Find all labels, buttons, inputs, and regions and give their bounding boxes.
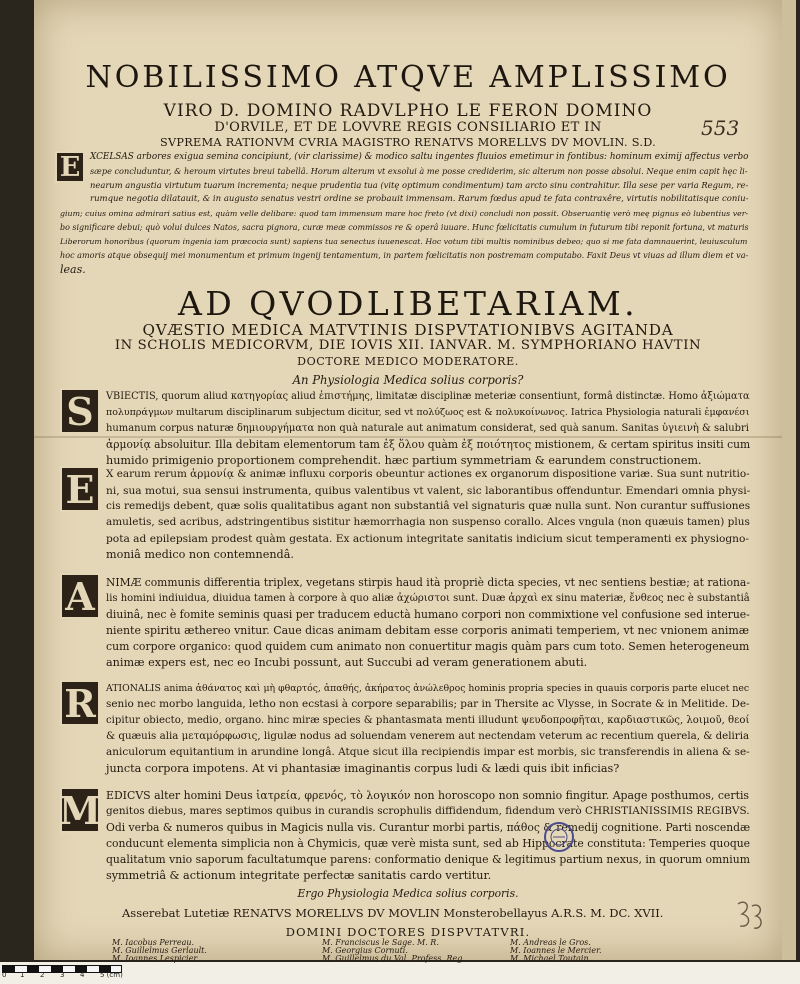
- paragraph-line: & quæuis alia μεταμόρφωσις, ligulæ nodus ad soluendam venerem aut nectendam veterum ac recentium querela, & deliria: [106, 730, 750, 742]
- header-line-2: VIRO D. DOMINO RADVLPHO LE FERON DOMINO: [163, 101, 653, 121]
- author-signature: Asserebat Lutetiæ RENATVS MORELLVS DV MOVLIN Monsterobellayus A.R.S. M. DC. XVII.: [122, 906, 664, 920]
- paragraph-line: juncta corpora impotens. At vi phantasiæ imaginantis corpus ludi & lædi quis ibit inficias?: [106, 762, 620, 775]
- paragraph-line: cipitur obiecto, medio, organo. hinc miræ species & phantasmata menti illudunt ψευδοπροφῆται, καρδιαστικῶς, λοιμοῦ, θεοί: [106, 715, 750, 726]
- header-line-4: SVPREMA RATIONVM CVRIA MAGISTRO RENATVS MORELLVS DV MOVLIN. S.D.: [159, 136, 657, 149]
- dedication-line: leas.: [60, 263, 86, 276]
- paragraph-line: lis homini indiuidua, diuidua tamen à corpore à quo aliæ ἀχώριστοι sunt. Duæ ἀρχαὶ ex sinu materiæ, ἔνθεος nec è substantiâ: [106, 593, 750, 604]
- question: An Physiologia Medica solius corporis?: [292, 373, 524, 387]
- paragraph-line: VBIECTIS, quorum aliud κατηγορίας aliud ἐπιστήμης, limitatæ disciplinæ meteriæ consentiunt, formâ distinctæ. Homo ἀξιώματα: [106, 391, 750, 402]
- dedication-line: XCELSAS arbores exigua semina concipiunt, (vir clarissime) & modico saltu ingentes fluuios emetimur in fontibus: hominum eximij affectus verbo: [90, 152, 749, 162]
- stamp-seal-icon: [548, 826, 570, 848]
- scale-ruler: [0, 962, 800, 984]
- doctor-name: M. Franciscus le Sage. M. R.: [322, 938, 439, 947]
- paragraph-line: πολυπράγμων multarum disciplinarum subjectum dicitur, sed vt πολύζωος est & πολυκοίνωνος. Iatrica Physiologia naturali ἐμφανέσι: [106, 407, 750, 418]
- dedication-line: gium; cuius omina admirari satius est, quàm velle delibare: quod tam immensum mare hoc freto (vt dixi) concludi non possit. Obseruantię verò meę pignus eò lubentius ver-: [60, 209, 749, 218]
- paragraph-line: diuinâ, nec è fomite seminis quasi per traducem eductà humano corpori non commixtione vel confusione sed interue-: [106, 608, 750, 621]
- paragraph-initial: S: [60, 388, 100, 434]
- subtitle-line-3: DOCTORE MEDICO MODERATORE.: [297, 355, 519, 368]
- paragraph-line: ἀρμονίᾳ absoluitur. Illa debitam elementorum tam ἐξ ὅλου quàm ἐξ ποιότητος mistionem, & certam spiritus insiti cum: [106, 438, 751, 451]
- paragraph-line: senio nec morbo languida, letho non ecstasi à corpore separabilis; par in Thersite ac Vlysse, in Socrate & in Melitide. De-: [106, 698, 750, 710]
- paragraph-initial: A: [60, 573, 100, 619]
- library-stamp: [544, 822, 574, 852]
- paragraph-line: ni, sua motui, sua sensui instrumenta, quibus valentibus vt valent, sic laborantibus offenduntur. Emendari omnia physi-: [106, 484, 751, 497]
- subtitle-line-1: QVÆSTIO MEDICA MATVTINIS DISPVTATIONIBVS AGITANDA: [142, 321, 674, 339]
- paragraph-line: Odi verba & numeros quibus in Magicis nulla vis. Curantur morbi partis, πάθος & remedij cognitione. Parti noscendæ: [106, 821, 751, 834]
- page-edge: [782, 0, 796, 960]
- ruler-label: 2: [40, 971, 45, 979]
- paragraph-line: moniâ medico non contemnendâ.: [106, 548, 294, 561]
- conclusion: Ergo Physiologia Medica solius corporis.: [297, 887, 519, 900]
- handwritten-mark-icon: [730, 896, 770, 936]
- doctor-name: M. Ioannes Lespicier.: [112, 954, 199, 963]
- paragraph-line: cum corpore organico: quod quidem cum animato non conuertitur magis quàm pars cum toto. Semen heterogeneum: [106, 640, 750, 653]
- doctor-name: M. Georgius Cornuti.: [322, 946, 408, 955]
- header-line-1: NOBILISSIMO ATQVE AMPLISSIMO: [85, 60, 731, 95]
- ruler-label: 5 (cm): [100, 971, 123, 979]
- subtitle-line-2: IN SCHOLIS MEDICORVM, DIE IOVIS XII. IANVAR. M. SYMPHORIANO HAVTIN: [114, 338, 702, 353]
- ruler-label: 1: [20, 971, 25, 979]
- doctor-name: M. Iacobus Perreau.: [112, 938, 195, 947]
- paragraph-line: niente spiritu æthereo vnitur. Caue dicas animam debitam esse corporis animati temperiem, vt nec vnionem animæ: [106, 624, 750, 637]
- paragraph-initial: R: [60, 680, 100, 726]
- paragraph-line: ATIONALIS anima ἀθάνατος καὶ μὴ φθαρτός, ἀπαθής, ἀκήρατος ἀνώλεθρος hominis propria species in quauis corporis parte elucet nec: [106, 683, 750, 694]
- doctors-heading: DOMINI DOCTORES DISPVTATVRI.: [285, 925, 531, 939]
- paragraph-line: humido primigenio proportionem comprehendit. hæc partium symmetriam & earundem constructionem.: [106, 454, 702, 467]
- ruler-label: 3: [60, 971, 65, 979]
- paragraph-line: X earum rerum ἁρμονίᾳ & animæ influxu corporis obeuntur actiones ex organorum dispositione variæ. Sua sunt nutritio-: [106, 468, 750, 480]
- header-line-3: D'ORVILE, ET DE LOVVRE REGIS CONSILIARIO ET IN: [214, 120, 602, 135]
- paragraph-line: symmetriâ & actionum integritate perfectæ sanitatis cardo vertitur.: [106, 869, 492, 882]
- paragraph-line: genitos diebus, mares septimos quibus in curandis scrophulis diffidendum, fidendum verò CHRISTIANISSIMIS REGIBVS.: [106, 805, 750, 817]
- dedication-line: sæpe concluduntur, & heroum virtutes breui tabellâ. Horum alterum vt exsolui à me posse crediderim, sic alterum non posse absolui. Neque enim capit hęc li-: [90, 166, 748, 176]
- dedication-line: hoc amoris atque obsequij mei monumentum et primum ingenij tentamentum, in partem fœlicitatis non postremam computabo. Faxit Deus vt viuas ad illum diem et va-: [60, 250, 749, 260]
- paragraph-line: humanum corpus naturæ δημιουργήματα non quà naturale aut animatum considerat, sed quà sanum. Sanitas ὑγιεινὴ & salubri: [106, 423, 749, 434]
- paragraph-line: NIMÆ communis differentia triplex, vegetans stirpis haud ità propriè dicta species, vt nec sentiens bestiæ; at rationa-: [106, 576, 750, 589]
- paragraph-line: conducunt elementa simplicia non à Chymicis, quæ verè mista sunt, sed ab Hippocrate constituta: Temperies quoque: [106, 837, 751, 850]
- paragraph-line: amuletis, sed acribus, adstringentibus sistitur hæmorrhagia non suspenso corallo. Alces vngula (non quæuis tamen) plus: [106, 516, 750, 528]
- handwritten-page-mark: [730, 896, 770, 936]
- dedication-line: nearum angustia virtutum tuarum incrementa; neque prudentia tua (vitę optimum condimentum) tam arcto sinu contrahitur. Illa sese per varia Regum, re-: [90, 180, 749, 190]
- doctor-name: M. Michael Toutain.: [510, 954, 592, 963]
- doctor-name: M. Andreas le Gros.: [510, 938, 591, 947]
- dedication-line: Liberorum honoribus (quorum ingenia iam præcocia sunt) sapiens tua senectus iuuenescat. Hoc votum tibi multis nominibus debeo; quo si me fata damnauerint, leuiusculum: [60, 237, 748, 246]
- main-title: AD QVODLIBETARIAM.: [177, 284, 639, 323]
- paragraph-initial: M: [58, 787, 102, 833]
- ruler-label: 0: [2, 971, 7, 979]
- dedication-initial: E: [55, 151, 85, 183]
- dedication-line: bo significare debui; quò volui dulces Natos, sacra pignora, curæ meæ commissos re & operâ iuuare. Hunc fœlicitatis cumulum in futurum tibi reponit fortuna, vt maturis: [60, 223, 749, 232]
- doctor-name: M. Guillelmus du Val, Profess. Reg.: [322, 954, 465, 963]
- dedication-line: rumque negotia dilatauit, & in augusto senatus vestri ordine se probauit immensam. Rarum fœdus apud te fata contraxêre, virtutis nobilitatisque coniu-: [90, 194, 749, 204]
- paragraph-line: pota ad epilepsiam prodest quàm gestata. Ex actionum integritate sanitatis indicium sicut temperamenti ex physiogno-: [106, 532, 750, 545]
- paragraph-line: cis remedijs debent, quæ solis qualitatibus agant non substantiâ vel signaturis quæ nulla sunt. Non curantur suffusiones: [106, 500, 751, 512]
- paragraph-initial: E: [60, 466, 100, 512]
- paragraph-line: EDICVS alter homini Deus ἰατρεία, φρενός, τὸ λογικόν non horoscopo non somnio fingitur. Apage posthumos, certis: [106, 789, 750, 802]
- ruler-label: 4: [80, 971, 85, 979]
- paragraph-line: qualitatum vnio saporum facultatumque parens: conformatio denique & legitimus partium nexus, in quorum omnium: [106, 853, 750, 866]
- paragraph-line: aniculorum equitantium in arundine longâ. Atque sicut illa recipiendis impar est morbis, sic transferendis in aliena & se-: [106, 746, 750, 758]
- doctor-name: M. Ioannes le Mercier.: [510, 946, 602, 955]
- folio-number: 553: [701, 116, 740, 140]
- doctor-name: M. Guillelmus Gerlault.: [112, 946, 207, 955]
- paragraph-line: animæ expers est, nec eo Incubi possunt, aut Succubi ad veram generationem abuti.: [106, 656, 588, 669]
